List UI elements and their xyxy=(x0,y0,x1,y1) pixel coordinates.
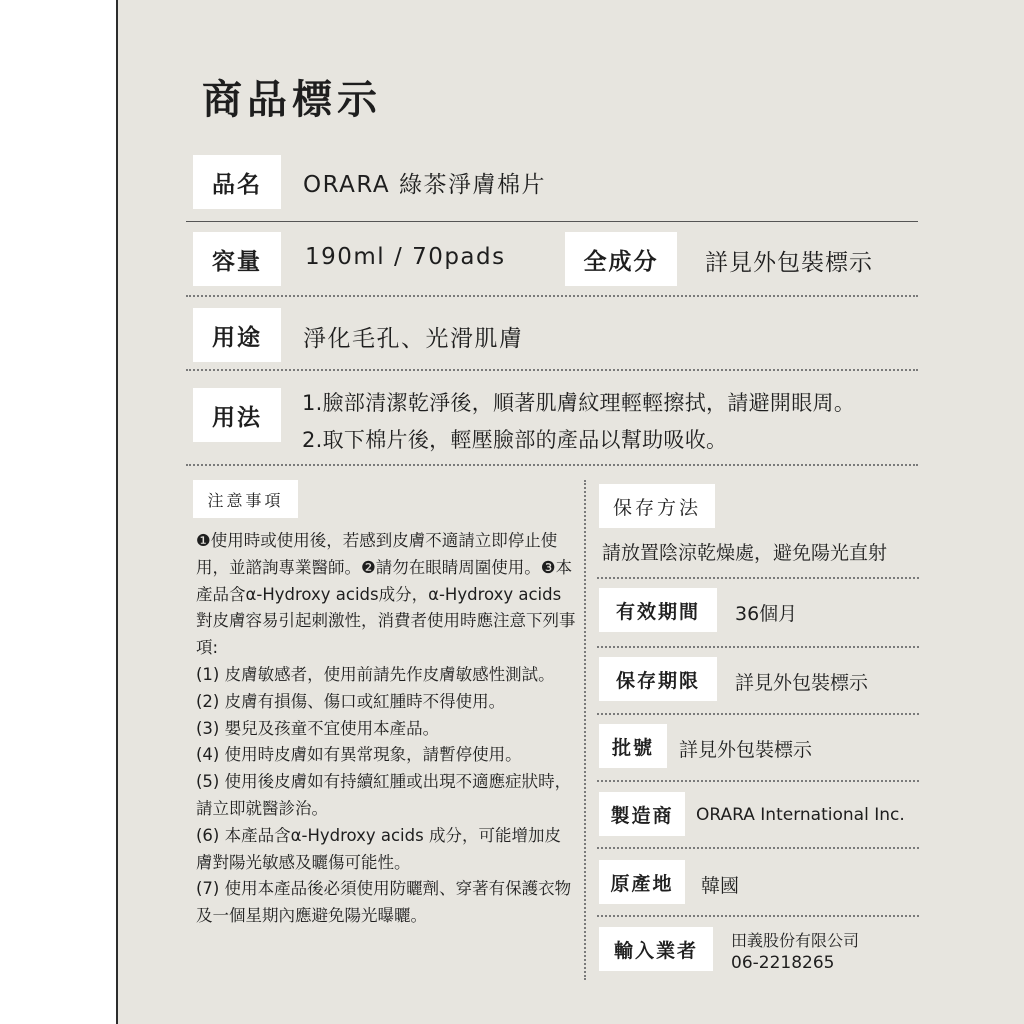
cautions-text xyxy=(196,528,576,930)
cautions-label: 注意事項 xyxy=(193,480,298,518)
origin-label: 原產地 xyxy=(599,860,685,904)
usage-label: 用法 xyxy=(193,388,281,442)
name-label: 品名 xyxy=(193,155,281,209)
ingredients-value: 詳見外包裝標示 xyxy=(705,250,873,276)
caution-item-5: (5) 使用後皮膚如有持續紅腫或出現不適應症狀時，請立即就醫診治。 xyxy=(196,772,572,818)
divider xyxy=(597,915,919,917)
importer-name: 田義股份有限公司 xyxy=(731,931,860,950)
validity-label: 有效期間 xyxy=(599,588,717,632)
divider xyxy=(597,780,919,782)
caution-item-6: (6) 本產品含α-Hydroxy acids 成分，可能增加皮膚對陽光敏感及曬傷可能性。 xyxy=(196,825,561,872)
divider xyxy=(186,369,918,371)
purpose-label: 用途 xyxy=(193,308,281,362)
batch-value: 詳見外包裝標示 xyxy=(679,739,813,761)
divider xyxy=(597,646,919,648)
batch-label: 批號 xyxy=(599,724,667,768)
divider xyxy=(597,713,919,715)
ingredients-label: 全成分 xyxy=(565,232,677,286)
page-title: 商品標示 xyxy=(202,77,382,123)
caution-paragraph: ❶使用時或使用後，若感到皮膚不適請立即停止使用，並諮詢專業醫師。❷請勿在眼睛周圍使用。❸本產品含α-Hydroxy acids成分，α-Hydroxy acids 對皮膚容易引起刺激性，消費者使用時應注意下列事項: xyxy=(196,531,576,658)
divider xyxy=(186,295,918,297)
caution-item-2: (2) 皮膚有損傷、傷口或紅腫時不得使用。 xyxy=(196,691,506,711)
origin-value: 韓國 xyxy=(701,875,740,897)
caution-item-7: (7) 使用本產品後必須使用防曬劑、穿著有保護衣物及一個星期內應避免陽光曝曬。 xyxy=(196,879,572,926)
expiry-label: 保存期限 xyxy=(599,657,717,701)
caution-item-3: (3) 嬰兒及孩童不宜使用本產品。 xyxy=(196,718,440,738)
importer-phone: 06-2218265 xyxy=(731,953,835,973)
manufacturer-value: ORARA International Inc. xyxy=(696,805,905,825)
purpose-value: 淨化毛孔、光滑肌膚 xyxy=(303,326,524,352)
column-divider xyxy=(584,480,586,980)
name-value: ORARA 綠茶淨膚棉片 xyxy=(303,172,546,198)
usage-line-2: 2.取下棉片後，輕壓臉部的產品以幫助吸收。 xyxy=(302,428,728,452)
caution-item-4: (4) 使用時皮膚如有異常現象，請暫停使用。 xyxy=(196,745,522,765)
divider xyxy=(186,221,918,222)
divider xyxy=(597,847,919,849)
storage-value: 請放置陰涼乾燥處，避免陽光直射 xyxy=(602,542,888,564)
usage-line-1: 1.臉部清潔乾淨後，順著肌膚紋理輕輕擦拭，請避開眼周。 xyxy=(302,391,856,415)
storage-label: 保存方法 xyxy=(599,484,715,528)
validity-value: 36個月 xyxy=(735,603,798,625)
divider xyxy=(186,464,918,466)
expiry-value: 詳見外包裝標示 xyxy=(735,672,869,694)
volume-value: 190ml / 70pads xyxy=(305,244,506,270)
manufacturer-label: 製造商 xyxy=(599,792,685,836)
divider xyxy=(597,577,919,579)
volume-label: 容量 xyxy=(193,232,281,286)
caution-item-1: (1) 皮膚敏感者，使用前請先作皮膚敏感性測試。 xyxy=(196,664,555,684)
importer-label: 輸入業者 xyxy=(599,927,713,971)
